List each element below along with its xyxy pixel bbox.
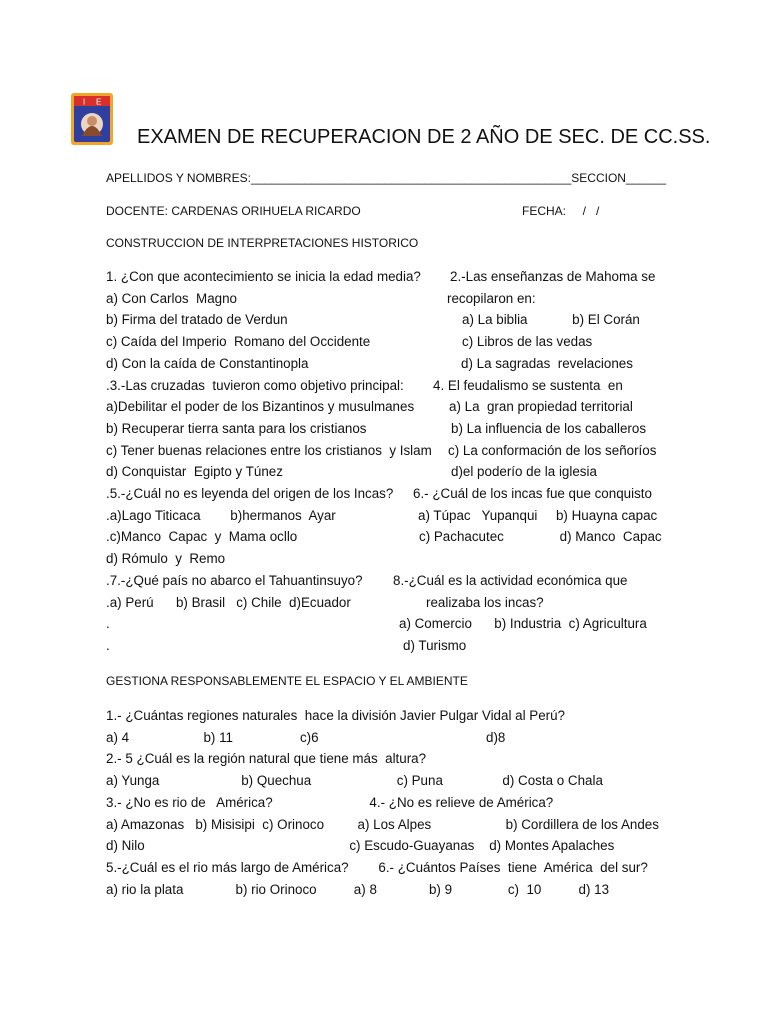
question-line-left: . xyxy=(106,616,110,631)
question-line-left: b) Recuperar tierra santa para los cristianos xyxy=(106,421,367,436)
question-line-left: .a) Perú b) Brasil c) Chile d)Ecuador xyxy=(106,595,351,610)
question-line-right: c) Pachacutec d) Manco Capac xyxy=(419,529,662,544)
question-line-right: a) Comercio b) Industria c) Agricultura xyxy=(399,616,647,631)
question-line-right: c) La conformación de los señoríos xyxy=(448,443,657,458)
question-line-left: .5.-¿Cuál no es leyenda del origen de los Incas? xyxy=(106,486,394,501)
question-line-left: d) Con la caída de Constantinopla xyxy=(106,356,309,371)
geography-question-line: a) rio la plata b) rio Orinoco a) 8 b) 9 c) 10 d) 13 xyxy=(106,882,610,897)
question-line-right: d) Turismo xyxy=(403,638,467,653)
geography-question-line: 3.- ¿No es rio de América? 4.- ¿No es relieve de América? xyxy=(106,795,554,810)
svg-text:I: I xyxy=(83,97,86,107)
question-line-right: 6.- ¿Cuál de los incas fue que conquisto xyxy=(413,486,652,501)
teacher-line: DOCENTE: CARDENAS ORIHUELA RICARDO xyxy=(106,204,361,218)
svg-text:E: E xyxy=(96,97,102,107)
student-name-section-line: APELLIDOS Y NOMBRES:________________________________________________SECCION______ xyxy=(106,171,667,185)
question-line-right: c) Libros de las vedas xyxy=(462,334,593,349)
question-line-left: .7.-¿Qué país no abarco el Tahuantinsuyo? xyxy=(106,573,363,588)
question-line-left: . xyxy=(106,638,110,653)
question-line-right: b) La influencia de los caballeros xyxy=(451,421,647,436)
question-line-left: a)Debilitar el poder de los Bizantinos y musulmanes xyxy=(106,399,415,414)
geography-question-line: a) Amazonas b) Misisipi c) Orinoco a) Los Alpes b) Cordillera de los Andes xyxy=(106,817,659,832)
question-line-right: 8.-¿Cuál es la actividad económica que xyxy=(393,573,628,588)
question-line-right: d)el poderío de la iglesia xyxy=(451,464,597,479)
section-heading-geography: GESTIONA RESPONSABLEMENTE EL ESPACIO Y EL AMBIENTE xyxy=(106,674,468,688)
question-line-left: c) Caída del Imperio Romano del Occidente xyxy=(106,334,371,349)
question-line-right: 2.-Las enseñanzas de Mahoma se xyxy=(450,269,656,284)
question-line-left: c) Tener buenas relaciones entre los cristianos y Islam xyxy=(106,443,432,458)
question-line-left: b) Firma del tratado de Verdun xyxy=(106,312,288,327)
question-line-right: a) Túpac Yupanqui b) Huayna capac xyxy=(418,508,658,523)
date-line: FECHA: / / xyxy=(522,204,600,218)
question-line-right: d) La sagradas revelaciones xyxy=(461,356,633,371)
geography-question-line: 1.- ¿Cuántas regiones naturales hace la división Javier Pulgar Vidal al Perú? xyxy=(106,708,566,723)
question-line-right: 4. El feudalismo se sustenta en xyxy=(433,378,623,393)
question-line-right: recopilaron en: xyxy=(447,291,536,306)
question-line-left: a) Con Carlos Magno xyxy=(106,291,237,306)
section-heading-history: CONSTRUCCION DE INTERPRETACIONES HISTORICO xyxy=(106,236,419,250)
question-line-left: d) Conquistar Egipto y Túnez xyxy=(106,464,283,479)
question-line-left: .c)Manco Capac y Mama ocllo xyxy=(106,529,298,544)
question-line-left: d) Rómulo y Remo xyxy=(106,551,226,566)
question-line-right: a) La biblia b) El Corán xyxy=(462,312,640,327)
question-line-right: a) La gran propiedad territorial xyxy=(449,399,633,414)
exam-title: EXAMEN DE RECUPERACION DE 2 AÑO DE SEC. DE CC.SS. xyxy=(137,126,711,148)
school-crest-logo xyxy=(70,92,114,146)
geography-question-line: a) 4 b) 11 c)6 d)8 xyxy=(106,730,506,745)
geography-question-line: d) Nilo c) Escudo-Guayanas d) Montes Apalaches xyxy=(106,838,615,853)
geography-question-line: a) Yunga b) Quechua c) Puna d) Costa o Chala xyxy=(106,773,603,788)
question-line-right: realizaba los incas? xyxy=(426,595,544,610)
question-line-left: .3.-Las cruzadas tuvieron como objetivo principal: xyxy=(106,378,404,393)
question-line-left: .a)Lago Titicaca b)hermanos Ayar xyxy=(106,508,336,523)
question-line-left: 1. ¿Con que acontecimiento se inicia la edad media? xyxy=(106,269,421,284)
geography-question-line: 5.-¿Cuál es el rio más largo de América? 6.- ¿Cuántos Países tiene América del sur? xyxy=(106,860,648,875)
geography-question-line: 2.- 5 ¿Cuál es la región natural que tiene más altura? xyxy=(106,751,427,766)
